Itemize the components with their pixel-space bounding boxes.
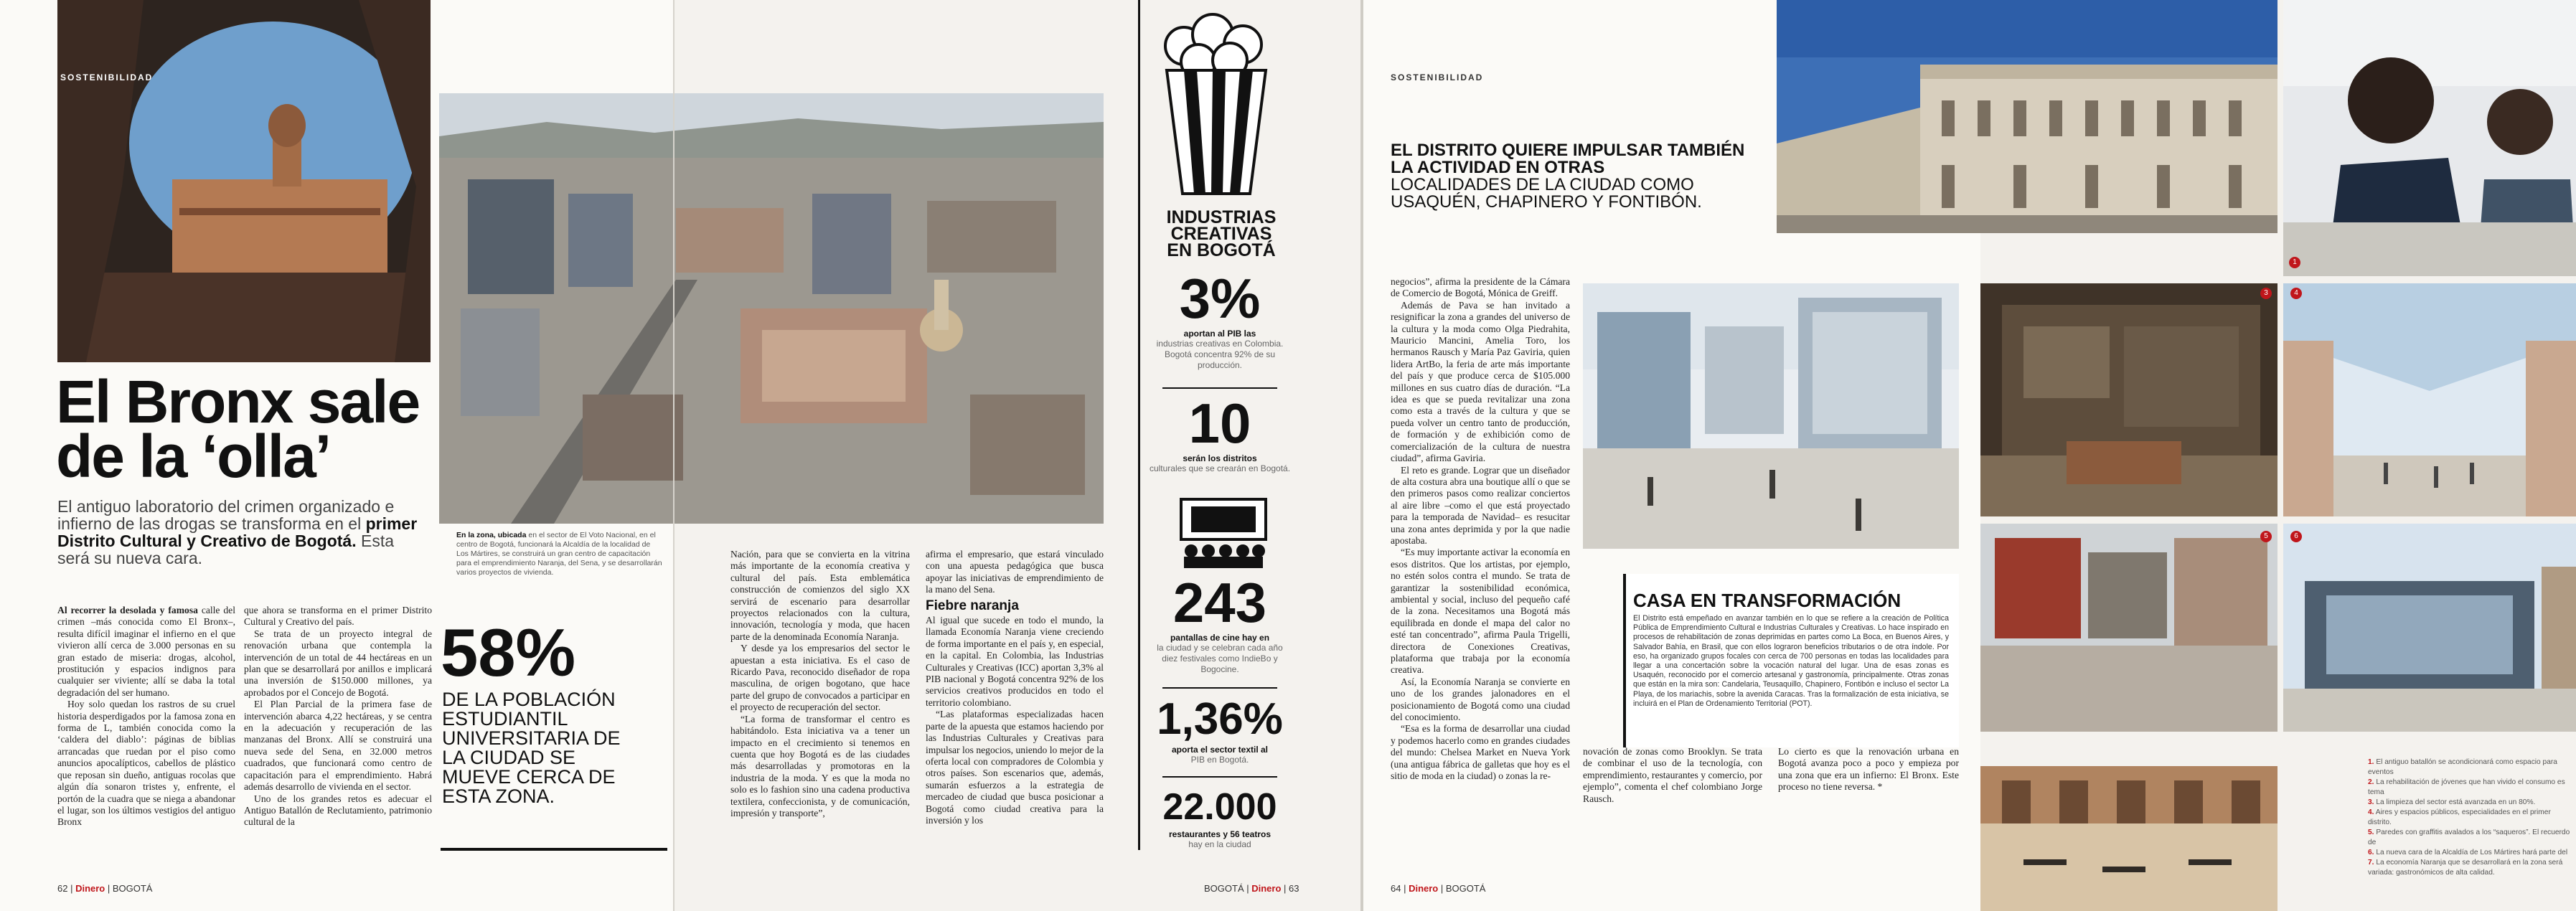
p62-para3: que ahora se transforma en el primer Distrito Cultural y Creativo del país. — [244, 605, 432, 628]
deck-a: El antiguo laboratorio del crimen organizado e infierno de las drogas se transforma en el — [57, 497, 395, 533]
photo-number: 1 — [2289, 257, 2300, 268]
deck-c: Esta será su nueva cara. — [57, 532, 395, 567]
legend-item: 2. La rehabilitación de jóvenes que han vivido el consumo es tema — [2368, 778, 2565, 796]
photo-glass-gallery — [2283, 283, 2576, 516]
stat-3pct — [1148, 267, 1292, 371]
stat-10-bold: serán los distritos — [1183, 453, 1257, 463]
stat-136-text: PIB en Bogotá. — [1190, 755, 1249, 765]
section-label: SOSTENIBILIDAD — [1391, 72, 1484, 82]
p62-para5: El Plan Parcial de la primera fase de intervención abarca 4,22 hectáreas, y se centra en la adecuación y recuperación de las manzanas del Bronx. Allí se construirá una nueva sede del Sena, en 32.000 metros cuadrados, que funcionará como centro de capacitación para el emprendimiento. Habrá además desarrollo de vivienda en el sector. — [244, 699, 432, 793]
photo-rendering-plaza — [1583, 283, 1959, 549]
stat-22000-text: hay en la ciudad — [1188, 839, 1251, 849]
deck — [57, 498, 431, 567]
box-casa-transformacion — [1623, 574, 1959, 747]
p64-para5: Así, la Economía Naranja se convierte en uno de los grandes jalonadores en el posicionamiento de Bogotá como una ciudad del conocimiento. — [1391, 676, 1570, 723]
p63-para1: Nación, para que se convierta en la vitrina más importante de la economía creativa y cultural del país. Esta emblemática construcción de comienzos del siglo XX servirá de escenario para desarrollar proyectos relacionados con la cultura, innovación, tecnología y moda, que hacen parte de la denominada Economía Naranja. — [730, 549, 910, 642]
folio-brand: Dinero — [1409, 883, 1439, 894]
legend-item: 3. La limpieza del sector está avanzada en un 80%. — [2368, 798, 2536, 806]
folio-num: 62 — [57, 883, 68, 894]
pullquote-light: LOCALIDADES DE LA CIUDAD COMO USAQUÉN, CHAPINERO Y FONTIBÓN. — [1391, 175, 1702, 212]
p63-col1 — [730, 549, 910, 819]
stat-243-bold: pantallas de cine hay en — [1170, 633, 1270, 643]
folio-brand: Dinero — [75, 883, 105, 894]
p64-col1 — [1391, 276, 1570, 782]
pullquote-bold: EL DISTRITO QUIERE IMPULSAR TAMBIÉN LA ACTIVIDAD EN OTRAS — [1391, 141, 1745, 177]
stat-10-number: 10 — [1188, 392, 1251, 455]
photo-caption — [456, 531, 664, 577]
stat-3pct-bold: aportan al PIB las — [1183, 329, 1256, 339]
headline — [56, 368, 443, 490]
stat-136-number: 1,36% — [1157, 694, 1283, 744]
p63-para4: afirma el empresario, que estará vinculado con una apuesta pedagógica que busca apoyar las iniciativas de emprendimiento de la mano del Sena. — [926, 549, 1104, 595]
legend-item: 7. La economía Naranja que se desarrollará en la zona será variada: gastronómicos de alta calidad. — [2368, 859, 2563, 877]
stat-58-number: 58% — [441, 615, 576, 690]
gutter-p63-p64 — [1360, 0, 1363, 911]
stat-243-number: 243 — [1172, 571, 1267, 634]
p64-para3: El reto es grande. Lograr que un diseñador de alta costura abra una boutique allí o que se den primeros pasos como realizar conciertos al aire libre –como el que está proyectado para la temporada de Navidad– es resucitar una zona antes deprimida y por la que nadie apostaba. — [1391, 464, 1570, 546]
popcorn-icon — [1155, 10, 1277, 198]
stat-10 — [1148, 392, 1292, 474]
p62-para4: Se trata de un proyecto integral de renovación urbana que contempla la intervención de un total de 44 hectáreas en un plan que se desarrollará por anillos e implicará una inversión de $150.000 millones, ya aprobados por el Concejo de Bogotá. — [244, 628, 432, 698]
p63-para2: Y desde ya los empresarios del sector le apuestan a esta iniciativa. Es el caso de Ricardo Pava, reconocido diseñador de ropa masculina, de origen bogotano, que hace parte del grupo de convocados a participar en el proyecto de recuperación del sector. — [730, 643, 910, 713]
cinema-icon — [1177, 495, 1270, 570]
stat-22000-bold: restaurantes y 56 teatros — [1168, 829, 1271, 839]
photo-ruined-room — [1980, 283, 2277, 516]
folio-p63: BOGOTÁ | Dinero | 63 — [1204, 883, 1299, 894]
folio-city: BOGOTÁ — [1445, 883, 1486, 894]
stat-22000 — [1148, 786, 1292, 850]
folio-city: BOGOTÁ — [1204, 883, 1244, 894]
box-title: CASA EN TRANSFORMACIÓN — [1633, 590, 1902, 611]
p64-para4: “Es muy importante activar la economía en esos distritos. Que los artistas, por ejemplo, no estén solos contra el mundo. Se trata de garantizar la sostenibilidad económica, ambiental y social, incluso del pequeño café de la zona. Necesitamos una Bogotá más equilibrada en donde el mapa del calor no esté tan concentrado”, afirma Paula Trigelli, directora de Conexiones Creativas, plataforma que trabaja por la economía creativa. — [1391, 547, 1570, 676]
photo-number: 6 — [2290, 531, 2302, 542]
p62-para6: Uno de los grandes retos es adecuar el Antiguo Batallón de Reclutamiento, patrimonio cultural de la — [244, 793, 432, 828]
p63-para6: “Las plataformas especializadas hacen parte de la apuesta que estamos haciendo por las Industrias Culturales y Creativas para impulsar los negocios, uniendo lo mejor de la oferta local con compradores de Colombia y otros países. Son escenarios que, además, sumarán esfuerzos a la estrategia de mercadeo de ciudad que busca posicionar a Bogotá como ciudad creativa para la inversión y los — [926, 709, 1104, 826]
folio-city: BOGOTÁ — [112, 883, 153, 894]
p64-col2 — [1583, 746, 1762, 805]
p63-col2 — [926, 549, 1104, 826]
deck-b: primer Distrito Cultural y Creativo de Bogotá. — [57, 514, 418, 550]
p63-para5: Al igual que sucede en todo el mundo, la llamada Economía Naranja viene creciendo de forma importante en el país y, en especial, en la capital. En Colombia, las Industrias Culturales y Creativas (ICC) aportan 3,3% al PIB nacional y Bogotá concentra 92% de los servicios creativos producidos en todo el territorio colombiano. — [926, 615, 1104, 708]
box-rule — [1623, 574, 1626, 747]
folio-p64: 64 | Dinero | BOGOTÁ — [1391, 883, 1486, 894]
p62-col2 — [244, 605, 432, 829]
stat-58-rule — [441, 848, 667, 851]
caption-text: en el sector de El Voto Nacional, en el centro de Bogotá, funcionará la Alcaldía de la localidad de Los Mártires, se construirá un gran centro de capacitación para el emprendimiento Naranja, del Sena, y se desarrollarán varios proyectos de vivienda. — [456, 531, 662, 577]
photo-number: 5 — [2260, 531, 2272, 542]
p64-para8: Lo cierto es que la renovación urbana en Bogotá avanza poco a poco y empieza por una zona que era un infierno: El Bronx. Este proceso no tiene reversa. * — [1778, 746, 1959, 793]
stat-3pct-number: 3% — [1179, 267, 1261, 330]
folio-p62: 62 | Dinero | BOGOTÁ — [57, 883, 153, 894]
stat-58-text: DE LA POBLACIÓN ESTUDIANTIL UNIVERSITARIA DE LA CIUDAD SE MUEVE CERCA DE ESTA ZONA. — [442, 689, 621, 807]
photo-palace — [1777, 0, 2277, 233]
sidebar-left-rule — [1138, 0, 1140, 850]
legend-item: 4. Aires y espacios públicos, especialidades en el primer distrito. — [2368, 808, 2551, 826]
headline-line2: de la ‘olla’ — [56, 423, 331, 490]
photo-number: 3 — [2260, 288, 2272, 299]
folio-num: 64 — [1391, 883, 1401, 894]
sidebar-divider — [1162, 387, 1277, 389]
stat-243 — [1148, 571, 1292, 675]
p63-para3: “La forma de transformar el centro es habitándolo. Esta iniciativa va a tener un impacto en el crecimiento si tenemos en cuenta que hoy Bogotá es de las ciudades más desarrolladas y promotoras en la industria de la moda. Y es que la moda no solo es lo fashion sino una cadena productiva textilera, confeccionista, y de comunicación, impresión y transporte”, — [730, 713, 910, 818]
box-text: El Distrito está empeñado en avanzar también en lo que se refiere a la creación de Política Pública de Emprendimiento Cultural e Industrias Culturales y Creativas. Lo hace inspirado en procesos de rehabilitación de zonas deprimidas en partes como La Boca, en Buenos Aires, y Salvador Bahía, en Brasil, que con ellos lograron beneficios tributarios o de otra índole. Por eso, ha organizado grupos focales con cerca de 700 personas en todas las localidades para llegar a una concertación sobre la vocación natural del lugar. Una de esas zonas es Usaquén, reconocido por el comercio artesanal y gastronomía, principalmente. Otras zonas que están en la mira son: Candelaria, Teusaquillo, Chapinero, Fontibón e incluso el sector La Playa, de los mariachis, sobre la avenida Caracas. Tras la formalización de esta iniciativa, se incluirá en el Plan de Ordenamiento Territorial (POT). — [1633, 614, 1949, 708]
photo-number: 4 — [2290, 288, 2302, 299]
p62-para2: Hoy solo quedan los rastros de su cruel historia desperdigados por la famosa zona en forma de L, también conocida como la ‘caldera del diablo’: páginas de biblias arrancadas que ruedan por el piso como anuncios apocalípticos, cabellos de plástico que reposan sin dueño, antiguas rocolas que algún día sonaron tristes y, enfrente, el portón de la cuadra que se niega a abandonar el lugar, son los últimos vestigios del antiguo Bronx — [57, 699, 235, 828]
headline-line1: El Bronx sale — [56, 368, 420, 435]
stat-136-bold: aporta el sector textil al — [1171, 745, 1269, 755]
pullquote — [1391, 142, 1749, 211]
stat-22000-number: 22.000 — [1162, 786, 1277, 828]
stat-243-text: la ciudad y se celebran cada año diez festivales como IndieBo y Bogocine. — [1157, 643, 1283, 674]
legend-item: 5. Paredes con graffitis avalados a los “saqueros”. El recuerdo de — [2368, 829, 2570, 846]
photo-alcaldia-render — [2283, 524, 2576, 732]
p64-col3 — [1778, 746, 1959, 793]
section-label: SOSTENIBILIDAD — [60, 72, 154, 82]
p62-col1 — [57, 605, 235, 829]
photo-legend — [2368, 757, 2573, 878]
photo-bronx-church — [57, 0, 431, 362]
photo-graffiti-ruins — [1980, 524, 2277, 732]
sidebar-divider — [1162, 776, 1277, 778]
p64-para1: negocios”, afirma la presidente de la Cámara de Comercio de Bogotá, Mónica de Greiff. — [1391, 276, 1570, 299]
stat-10-text: culturales que se crearán en Bogotá. — [1149, 463, 1291, 473]
folio-num: 63 — [1289, 883, 1299, 894]
subhead-fiebre-naranja: Fiebre naranja — [926, 598, 1019, 613]
p64-para6: “Esa es la forma de desarrollar una ciudad y podemos hacerlo como en grandes ciudades del mundo: Chelsea Market en Nueva York (una antigua fábrica de galletas que hoy es el sitio de moda en la ciudad) o zonas la re- — [1391, 723, 1570, 782]
folio-brand: Dinero — [1251, 883, 1282, 894]
legend-item: 1. El antiguo batallón se acondicionará como espacio para eventos — [2368, 758, 2557, 776]
p62-para1: calle del crimen –más conocida como El Bronx–, resulta difícil imaginar el infierno en el que vivieron allí cerca de 3.000 personas en su gran estado de miseria: drogas, alcohol, prostitución y espacios indignos para cualquier ser viviente; allí se daba la total degradación del ser humano. — [57, 605, 235, 698]
sidebar-divider — [1162, 687, 1277, 689]
legend-item: 6. La nueva cara de la Alcaldía de Los Mártires hará parte del — [2368, 849, 2568, 856]
p64-para7: novación de zonas como Brooklyn. Se trata de combinar el uso de la tecnología, con emprendimiento, restaurantes y comercio, por ejemplo”, comenta el chef colombiano Jorge Rausch. — [1583, 746, 1762, 804]
photo-youths — [2283, 0, 2576, 276]
lead-in: Al recorrer la desolada y famosa — [57, 605, 198, 615]
photo-courtyard-cafe — [1980, 766, 2277, 911]
p64-para2: Además de Pava se han invitado a resignificar la zona a grandes del universo de la cultura y la moda como Olga Piedrahita, Mauricio Mancini, Amelia Toro, los hermanos Rausch y María Paz Gaviria, quien lidera ArtBo, la feria de arte más importante del país y que produce cerca de $105.000 millones en sus cuatro días de duración. “La idea es que se pueda revitalizar una zona como esta a través de la cultura y que se pueda volver un centro tanto de producción, de formación y de exhibición como de comercialización de la cultura de nuestra ciudad”, afirma Gaviria. — [1391, 299, 1570, 464]
stat-136 — [1148, 696, 1292, 765]
stat-3pct-text: industrias creativas en Colombia. Bogotá concentra 92% de su producción. — [1156, 339, 1284, 370]
caption-lead: En la zona, ubicada — [456, 531, 527, 539]
sidebar-title: INDUSTRIAS CREATIVAS EN BOGOTÁ — [1166, 207, 1277, 260]
